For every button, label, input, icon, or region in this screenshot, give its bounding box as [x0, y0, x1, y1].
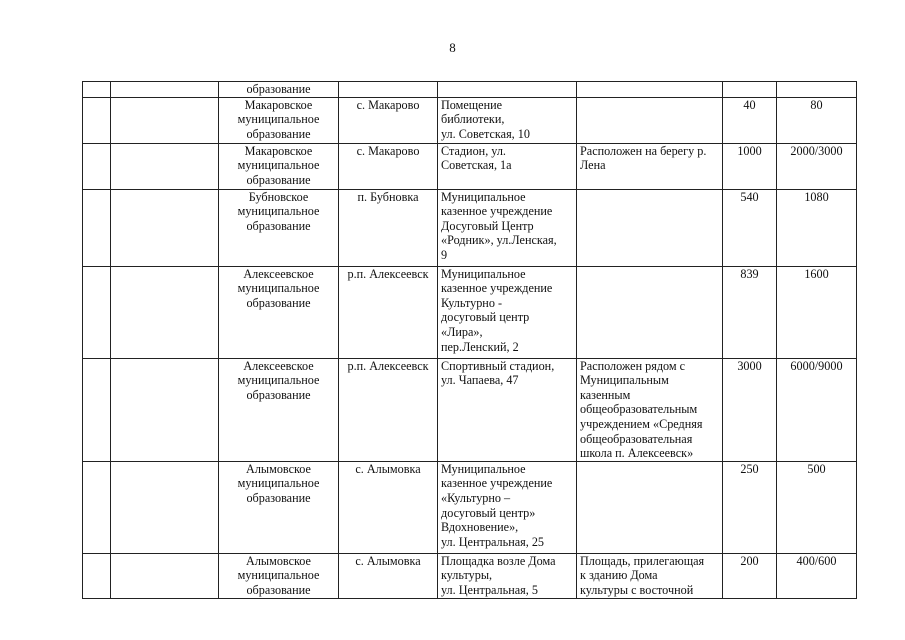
note-cell: Расположен на берегу р. Лена [577, 143, 723, 189]
capacity-max-cell: 2000/3000 [777, 143, 857, 189]
settlement-cell: с. Алымовка [339, 461, 438, 553]
address-cell: Стадион, ул. Советская, 1а [438, 143, 577, 189]
row-index-cell [83, 358, 111, 461]
row-blank-cell [111, 461, 219, 553]
settlement-cell [339, 82, 438, 98]
settlement-cell: п. Бубновка [339, 189, 438, 266]
row-blank-cell [111, 358, 219, 461]
capacity-max-cell: 80 [777, 97, 857, 143]
row-blank-cell [111, 97, 219, 143]
address-cell: Муниципальное казенное учреждение «Культурно – досуговый центр» Вдохновение», ул. Центральная, 25 [438, 461, 577, 553]
row-index-cell [83, 82, 111, 98]
table-row [83, 97, 857, 143]
row-blank-cell [111, 143, 219, 189]
table-row [83, 82, 857, 98]
row-index-cell [83, 143, 111, 189]
address-cell: Спортивный стадион, ул. Чапаева, 47 [438, 358, 577, 461]
capacity-cell: 540 [723, 189, 777, 266]
row-blank-cell [111, 189, 219, 266]
address-cell: Муниципальное казенное учреждение Досуговый Центр «Родник», ул.Ленская, 9 [438, 189, 577, 266]
address-cell: Муниципальное казенное учреждение Культурно - досуговый центр «Лира», пер.Ленский, 2 [438, 266, 577, 358]
row-blank-cell [111, 82, 219, 98]
table-row [83, 266, 857, 358]
settlement-cell: р.п. Алексеевск [339, 266, 438, 358]
row-index-cell [83, 266, 111, 358]
table-row [83, 461, 857, 553]
municipality-cell: Алексеевское муниципальное образование [219, 266, 339, 358]
note-cell: Расположен рядом с Муниципальным казенным общеобразовательным учреждением «Средняя общеобразовательная школа п. Алексеевск» [577, 358, 723, 461]
municipality-cell: Макаровское муниципальное образование [219, 143, 339, 189]
municipality-cell: образование [219, 82, 339, 98]
capacity-cell: 1000 [723, 143, 777, 189]
capacity-max-cell: 400/600 [777, 553, 857, 598]
note-cell [577, 82, 723, 98]
table-row [83, 553, 857, 598]
capacity-max-cell: 6000/9000 [777, 358, 857, 461]
note-cell [577, 189, 723, 266]
note-cell [577, 461, 723, 553]
table-row [83, 189, 857, 266]
municipality-cell: Алымовское муниципальное образование [219, 461, 339, 553]
address-cell: Площадка возле Дома культуры, ул. Центральная, 5 [438, 553, 577, 598]
capacity-max-cell [777, 82, 857, 98]
address-cell: Помещение библиотеки, ул. Советская, 10 [438, 97, 577, 143]
row-index-cell [83, 189, 111, 266]
venues-table [82, 81, 857, 599]
capacity-max-cell: 500 [777, 461, 857, 553]
row-blank-cell [111, 553, 219, 598]
table-row [83, 358, 857, 461]
settlement-cell: с. Макарово [339, 143, 438, 189]
row-index-cell [83, 461, 111, 553]
settlement-cell: с. Макарово [339, 97, 438, 143]
note-cell [577, 266, 723, 358]
capacity-cell [723, 82, 777, 98]
municipality-cell: Алексеевское муниципальное образование [219, 358, 339, 461]
capacity-cell: 839 [723, 266, 777, 358]
municipality-cell: Бубновское муниципальное образование [219, 189, 339, 266]
capacity-max-cell: 1080 [777, 189, 857, 266]
address-cell [438, 82, 577, 98]
settlement-cell: р.п. Алексеевск [339, 358, 438, 461]
note-cell [577, 97, 723, 143]
table-row [83, 143, 857, 189]
municipality-cell: Макаровское муниципальное образование [219, 97, 339, 143]
capacity-cell: 250 [723, 461, 777, 553]
capacity-cell: 3000 [723, 358, 777, 461]
row-index-cell [83, 553, 111, 598]
note-cell: Площадь, прилегающая к зданию Дома культуры с восточной [577, 553, 723, 598]
municipality-cell: Алымовское муниципальное образование [219, 553, 339, 598]
settlement-cell: с. Алымовка [339, 553, 438, 598]
capacity-cell: 40 [723, 97, 777, 143]
capacity-cell: 200 [723, 553, 777, 598]
row-index-cell [83, 97, 111, 143]
capacity-max-cell: 1600 [777, 266, 857, 358]
row-blank-cell [111, 266, 219, 358]
page-number: 8 [449, 40, 456, 55]
